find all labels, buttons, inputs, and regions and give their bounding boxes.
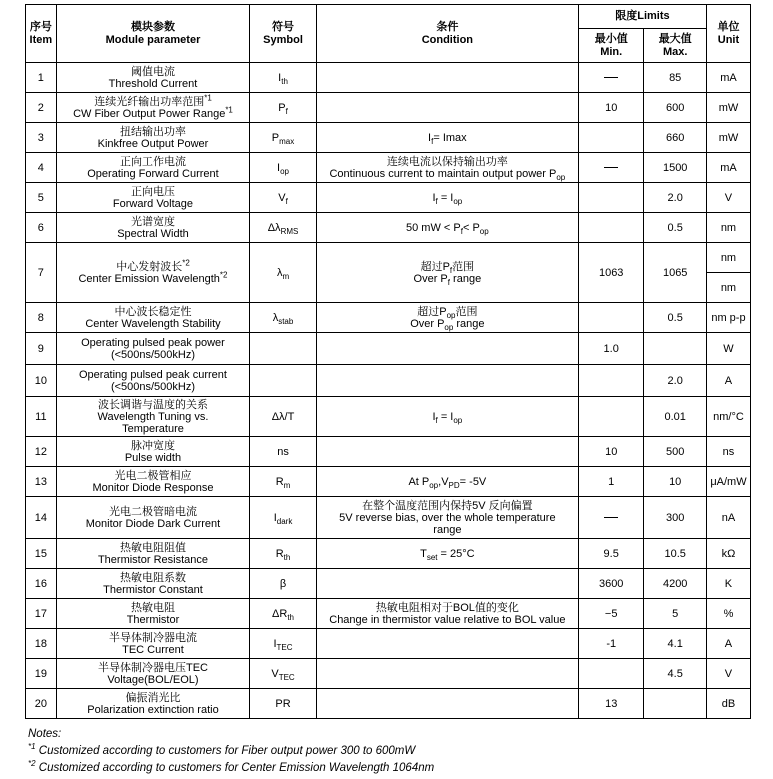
param-cell: 半导体制冷器电流 TEC Current	[56, 629, 250, 659]
unit-cell: mA	[706, 153, 750, 183]
max-cell: 85	[644, 63, 706, 93]
item-cell: 7	[26, 243, 57, 303]
symbol-cell: $\Delta\lambda_{RMS}$	[250, 213, 317, 243]
min-cell: 1063	[578, 243, 644, 303]
symbol-cell: $P_{max}$	[250, 123, 317, 153]
min-cell	[578, 303, 644, 333]
unit-cell: nm	[706, 243, 750, 273]
table-row	[26, 397, 751, 437]
unit-cell: nA	[706, 497, 750, 539]
min-cell: 10	[578, 93, 644, 123]
condition-cell: 50 mW < $P_f< P_{op}$	[316, 213, 578, 243]
param-cell: Operating pulsed peak power (<500ns/500kHz)	[56, 333, 250, 365]
symbol-cell: $I_{op}$	[250, 153, 317, 183]
max-cell	[644, 333, 706, 365]
item-cell: 12	[26, 437, 57, 467]
condition-cell: 超过$P_f$范围 Over $P_f$ range	[316, 243, 578, 303]
unit-cell: W	[706, 333, 750, 365]
max-cell: 660	[644, 123, 706, 153]
notes-title: Notes:	[28, 728, 62, 740]
max-cell: 0.5	[644, 213, 706, 243]
min-cell	[578, 153, 644, 183]
param-cell: 中心波长稳定性 Center Wavelength Stability	[56, 303, 250, 333]
unit-cell: V	[706, 183, 750, 213]
unit-cell: nm/°C	[706, 397, 750, 437]
condition-cell	[316, 437, 578, 467]
condition-cell	[316, 365, 578, 397]
unit-cell: mW	[706, 93, 750, 123]
min-cell: 10	[578, 437, 644, 467]
param-cell: 脉冲宽度 Pulse width	[56, 437, 250, 467]
min-cell: 13	[578, 689, 644, 719]
condition-cell	[316, 689, 578, 719]
param-cell: 光谱宽度 Spectral Width	[56, 213, 250, 243]
max-cell: 500	[644, 437, 706, 467]
param-cell: 阈值电流 Threshold Current	[56, 63, 250, 93]
item-cell: 14	[26, 497, 57, 539]
condition-cell	[316, 629, 578, 659]
item-cell: 20	[26, 689, 57, 719]
condition-cell: $I_f= Imax$	[316, 123, 578, 153]
min-cell: 9.5	[578, 539, 644, 569]
param-cell: 正向工作电流 Operating Forward Current	[56, 153, 250, 183]
table-row	[26, 303, 751, 333]
param-cell: 热敏电阻系数 Thermistor Constant	[56, 569, 250, 599]
min-cell	[578, 365, 644, 397]
max-cell: 300	[644, 497, 706, 539]
symbol-cell: ns	[250, 437, 317, 467]
param-cell: 光电二极管相应 Monitor Diode Response	[56, 467, 250, 497]
symbol-cell: $\lambda_m$	[250, 243, 317, 303]
dash-mark	[604, 517, 618, 518]
unit-cell: μA/mW	[706, 467, 750, 497]
table-row	[26, 629, 751, 659]
unit-cell: A	[706, 629, 750, 659]
table-row	[26, 569, 751, 599]
min-cell	[578, 63, 644, 93]
min-cell	[578, 659, 644, 689]
note-2: $^{*2}$ Customized according to customers for Center Emission Wavelength 1064nm	[28, 759, 435, 774]
condition-cell: At $P_{op},V_{PD}= -5V$	[316, 467, 578, 497]
param-cell: 半导体制冷器电压TEC Voltage(BOL/EOL)	[56, 659, 250, 689]
header-param: 模块参数 Module parameter	[56, 5, 250, 63]
max-cell: 10	[644, 467, 706, 497]
table-row	[26, 123, 751, 153]
symbol-cell: $I_{th}$	[250, 63, 317, 93]
max-cell: 1065	[644, 243, 706, 303]
item-cell: 4	[26, 153, 57, 183]
max-cell: 0.5	[644, 303, 706, 333]
item-cell: 13	[26, 467, 57, 497]
note-1: $^{*1}$ Customized according to customers for Fiber output power 300 to 600mW	[28, 742, 416, 757]
table-row	[26, 599, 751, 629]
header-max: 最大值 Max.	[644, 29, 706, 63]
symbol-cell: $V_f$	[250, 183, 317, 213]
condition-cell: $T_{set} = 25^\circ C$	[316, 539, 578, 569]
min-cell: -1	[578, 629, 644, 659]
table-row	[26, 365, 751, 397]
max-cell: 4.1	[644, 629, 706, 659]
param-cell: 热敏电阻 Thermistor	[56, 599, 250, 629]
header-symbol: 符号 Symbol	[250, 5, 317, 63]
header-item: 序号 Item	[26, 5, 57, 63]
min-cell: −5	[578, 599, 644, 629]
param-cell: 热敏电阻阻值 Thermistor Resistance	[56, 539, 250, 569]
unit-cell: nm	[706, 273, 750, 303]
condition-cell: $I_f = I_{op}$	[316, 183, 578, 213]
table-row	[26, 213, 751, 243]
item-cell: 10	[26, 365, 57, 397]
header-unit: 单位 Unit	[706, 5, 750, 63]
max-cell: 4.5	[644, 659, 706, 689]
condition-cell: $I_f = I_{op}$	[316, 397, 578, 437]
item-cell: 1	[26, 63, 57, 93]
condition-cell	[316, 93, 578, 123]
param-cell: 偏振消光比 Polarization extinction ratio	[56, 689, 250, 719]
table-row	[26, 539, 751, 569]
param-cell: 中心发射波长$^{*2}$ Center Emission Wavelength$^{*2}$	[56, 243, 250, 303]
condition-cell	[316, 63, 578, 93]
min-cell: 1	[578, 467, 644, 497]
param-cell: 光电二极管暗电流 Monitor Diode Dark Current	[56, 497, 250, 539]
symbol-cell: $R_m$	[250, 467, 317, 497]
param-cell: 扭结输出功率 Kinkfree Output Power	[56, 123, 250, 153]
unit-cell: nm p-p	[706, 303, 750, 333]
min-cell	[578, 497, 644, 539]
condition-cell: 在整个温度范围内保持5V 反向偏置 5V reverse bias, over the whole temperature range	[316, 497, 578, 539]
unit-cell: A	[706, 365, 750, 397]
table-row	[26, 659, 751, 689]
symbol-cell: $I_{TEC}$	[250, 629, 317, 659]
max-cell: 2.0	[644, 183, 706, 213]
unit-cell: nm	[706, 213, 750, 243]
header-condition: 条件 Condition	[316, 5, 578, 63]
condition-cell: 热敏电阻相对于BOL值的变化 Change in thermistor value relative to BOL value	[316, 599, 578, 629]
table-row	[26, 497, 751, 539]
table-row	[26, 689, 751, 719]
dash-mark	[604, 77, 618, 78]
unit-cell: K	[706, 569, 750, 599]
unit-cell: %	[706, 599, 750, 629]
unit-cell: V	[706, 659, 750, 689]
min-cell	[578, 213, 644, 243]
symbol-cell: PR	[250, 689, 317, 719]
table-row	[26, 183, 751, 213]
item-cell: 5	[26, 183, 57, 213]
symbol-cell: $I_{dark}$	[250, 497, 317, 539]
item-cell: 17	[26, 599, 57, 629]
table-row	[26, 63, 751, 93]
item-cell: 19	[26, 659, 57, 689]
unit-cell: dB	[706, 689, 750, 719]
param-cell: 波长调谐与温度的关系 Wavelength Tuning vs. Temperature	[56, 397, 250, 437]
item-cell: 11	[26, 397, 57, 437]
table-row	[26, 243, 751, 273]
symbol-cell	[250, 365, 317, 397]
min-cell: 1.0	[578, 333, 644, 365]
max-cell: 10.5	[644, 539, 706, 569]
unit-cell: ns	[706, 437, 750, 467]
max-cell: 600	[644, 93, 706, 123]
table-row	[26, 467, 751, 497]
table-row	[26, 153, 751, 183]
header-row-1	[26, 5, 751, 29]
symbol-cell: β	[250, 569, 317, 599]
max-cell: 2.0	[644, 365, 706, 397]
header-limits: 限度Limits	[578, 5, 706, 29]
max-cell: 1500	[644, 153, 706, 183]
max-cell	[644, 689, 706, 719]
table-row	[26, 93, 751, 123]
table-row	[26, 437, 751, 467]
item-cell: 18	[26, 629, 57, 659]
header-min: 最小值 Min.	[578, 29, 644, 63]
param-cell: Operating pulsed peak current (<500ns/500kHz)	[56, 365, 250, 397]
symbol-cell: $V_{TEC}$	[250, 659, 317, 689]
condition-cell	[316, 333, 578, 365]
condition-cell: 超过$P_{op}$范围 Over $P_{op}$ range	[316, 303, 578, 333]
item-cell: 9	[26, 333, 57, 365]
dash-mark	[604, 167, 618, 168]
param-cell: 连续光纤输出功率范围$^{*1}$ CW Fiber Output Power Range$^{*1}$	[56, 93, 250, 123]
unit-cell: mW	[706, 123, 750, 153]
table-row	[26, 333, 751, 365]
item-cell: 3	[26, 123, 57, 153]
param-cell: 正向电压 Forward Voltage	[56, 183, 250, 213]
item-cell: 2	[26, 93, 57, 123]
unit-cell: kΩ	[706, 539, 750, 569]
max-cell: 4200	[644, 569, 706, 599]
condition-cell	[316, 659, 578, 689]
symbol-cell	[250, 333, 317, 365]
max-cell: 0.01	[644, 397, 706, 437]
min-cell: 3600	[578, 569, 644, 599]
condition-cell: 连续电流以保持输出功率 Continuous current to maintain output power $P_{op}$	[316, 153, 578, 183]
symbol-cell: $R_{th}$	[250, 539, 317, 569]
item-cell: 15	[26, 539, 57, 569]
min-cell	[578, 183, 644, 213]
min-cell	[578, 123, 644, 153]
specs-table	[25, 4, 751, 719]
condition-cell	[316, 569, 578, 599]
item-cell: 8	[26, 303, 57, 333]
max-cell: 5	[644, 599, 706, 629]
min-cell	[578, 397, 644, 437]
item-cell: 16	[26, 569, 57, 599]
symbol-cell: Δλ/T	[250, 397, 317, 437]
symbol-cell: $\lambda_{stab}$	[250, 303, 317, 333]
item-cell: 6	[26, 213, 57, 243]
symbol-cell: $P_f$	[250, 93, 317, 123]
unit-cell: mA	[706, 63, 750, 93]
symbol-cell: $\Delta R_{th}$	[250, 599, 317, 629]
